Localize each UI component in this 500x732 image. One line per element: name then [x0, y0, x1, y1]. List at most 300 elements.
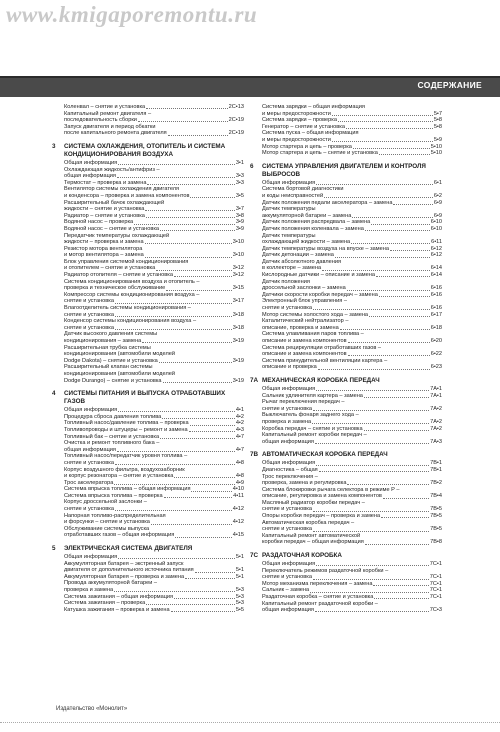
- dot-leader: [318, 368, 430, 370]
- toc-entry-text: дроссельной заслонки – замена: [262, 285, 346, 292]
- toc-entry[interactable]: [262, 594, 442, 601]
- toc-entry[interactable]: [262, 226, 442, 233]
- toc-entry-text: Резистор мотора вентилятора: [64, 245, 143, 252]
- toc-entry[interactable]: [64, 434, 244, 441]
- toc-entry-text: Опоры коробки передач – проверка и замена: [262, 513, 381, 520]
- toc-entry-text: Топливопроводы и штуцеры – ремонт и замена: [64, 426, 188, 433]
- toc-entry-text: Раздаточная коробка – снятие и установка: [262, 594, 374, 600]
- dot-leader: [379, 153, 430, 155]
- toc-entry-text: и форсунки – снятие и установка: [64, 519, 150, 526]
- section-number: 7B: [250, 451, 259, 459]
- dot-leader: [189, 430, 235, 432]
- toc-entry-text: снятие и установка: [262, 506, 312, 513]
- dot-leader: [374, 597, 428, 599]
- section-title-text: СИСТЕМА ОХЛАЖДЕНИЯ, ОТОПИТЕЛЬ И СИСТЕМА КОНДИЦИОНИРОВАНИЯ ВОЗДУХА: [64, 142, 226, 158]
- toc-page-number: 5•7: [433, 110, 442, 117]
- toc-entry[interactable]: [262, 219, 442, 226]
- toc-page-number: 7B•5: [430, 513, 442, 520]
- section-title-text: АВТОМАТИЧЕСКАЯ КОРОБКА ПЕРЕДАЧ: [262, 451, 388, 459]
- toc-page-number: 6•23: [430, 364, 442, 371]
- toc-page-number: 7A•2: [430, 405, 442, 412]
- dot-leader: [390, 249, 430, 251]
- toc-entry-text: Коленвал – снятие и установка: [64, 104, 146, 110]
- toc-page-number: 5•1: [235, 567, 244, 574]
- toc-entry[interactable]: [64, 252, 244, 259]
- toc-entry-text: жидкости – проверка и замена: [64, 239, 144, 246]
- toc-entry-text: Расширительная трубка системы: [64, 344, 151, 351]
- dot-leader: [190, 424, 235, 426]
- toc-entry-text: Очистка и ремонт топливного бака –: [64, 440, 160, 447]
- toc-page-number: 6•10: [430, 219, 442, 226]
- dot-leader: [365, 229, 430, 231]
- dot-leader: [138, 120, 228, 122]
- toc-entry-text: кондиционирования – замена: [64, 338, 142, 344]
- toc-page-number: 6•14: [430, 265, 442, 272]
- toc-page-number: 6•11: [431, 239, 442, 246]
- toc-entry[interactable]: [262, 506, 442, 513]
- toc-entry[interactable]: [64, 312, 244, 319]
- toc-entry[interactable]: [64, 506, 244, 513]
- dot-leader: [160, 437, 235, 439]
- toc-page-number: 7A•2: [430, 425, 442, 432]
- dot-leader: [163, 381, 232, 383]
- toc-entry[interactable]: [64, 180, 244, 187]
- dot-leader: [147, 183, 234, 185]
- toc-entry[interactable]: [64, 160, 244, 167]
- toc-page-number: 3•3: [235, 173, 244, 180]
- dot-leader: [313, 530, 429, 532]
- toc-entry[interactable]: [64, 117, 244, 124]
- toc-entry[interactable]: [64, 519, 244, 526]
- toc-entry-text: снятие и установка: [64, 298, 114, 305]
- toc-page-number: 7A•1: [430, 392, 442, 399]
- dot-leader: [353, 147, 430, 149]
- toc-entry-text: общая информация: [262, 607, 314, 614]
- toc-page-number: 5•8: [433, 123, 442, 130]
- toc-entry-text: Корпус воздушного фильтра, воздухозаборник: [64, 466, 185, 473]
- dot-leader: [164, 496, 233, 498]
- toc-page-number: 4•15: [232, 532, 244, 539]
- toc-entry[interactable]: [262, 419, 442, 426]
- dot-leader: [190, 196, 234, 198]
- toc-entry[interactable]: [64, 265, 244, 272]
- toc-entry-text: Переключатель режимов раздаточной коробки –: [262, 567, 389, 574]
- dot-leader: [313, 308, 430, 310]
- dot-leader: [114, 590, 235, 592]
- toc-page-number: 3•10: [232, 239, 244, 246]
- toc-entry-text: Капитальный ремонт раздаточной коробки –: [262, 600, 378, 607]
- toc-entry[interactable]: [64, 554, 244, 561]
- toc-page-number: 3•18: [232, 324, 244, 331]
- section-number: 5: [52, 545, 56, 553]
- toc-entry[interactable]: [64, 239, 244, 246]
- toc-entry-text: Автоматическая коробка передач –: [262, 519, 355, 526]
- toc-section: [250, 552, 442, 614]
- toc-entry[interactable]: [64, 594, 244, 601]
- toc-entry-text: Запуск двигателя и период обкатки: [64, 123, 156, 130]
- toc-entry-text: снятие и установка: [262, 405, 312, 412]
- toc-entry[interactable]: [262, 493, 442, 500]
- dot-leader: [115, 328, 232, 330]
- toc-section: [250, 451, 442, 546]
- toc-entry-text: Масляный радиатор коробки передач –: [262, 499, 365, 506]
- toc-page-number: 3•8: [235, 212, 244, 219]
- toc-entry[interactable]: [64, 193, 244, 200]
- toc-entry-text: Конденсор системы кондиционирования воздуха –: [64, 318, 197, 325]
- toc-entry[interactable]: [64, 173, 244, 180]
- dot-leader: [310, 591, 429, 593]
- toc-entry-text: проверка и техническое обслуживание: [64, 285, 166, 292]
- toc-entry[interactable]: [262, 111, 442, 118]
- toc-entry-text: Датчик положения: [262, 278, 310, 285]
- toc-entry-text: Процедура сброса давления топлива: [64, 413, 162, 420]
- toc-entry-text: Общая информация: [64, 159, 118, 166]
- toc-page-number: 5•3: [235, 587, 244, 593]
- toc-entry-text: проверка и замена: [64, 587, 114, 593]
- dot-leader: [319, 470, 429, 472]
- toc-entry[interactable]: [64, 567, 244, 574]
- footer-publisher: Издательство «Монолит»: [56, 706, 128, 712]
- dot-leader: [373, 584, 428, 586]
- toc-entry[interactable]: [262, 393, 442, 400]
- toc-entry[interactable]: [262, 117, 442, 124]
- dot-leader: [118, 557, 235, 559]
- toc-entry-text: и меры предосторожности: [262, 136, 331, 143]
- toc-entry-text: Сальник удлинителя картера – замена: [262, 392, 363, 399]
- toc-entry[interactable]: [262, 364, 442, 371]
- toc-entry-text: Капитальный ремонт автоматической: [262, 532, 361, 539]
- dot-leader: [145, 256, 232, 258]
- dot-leader: [174, 597, 235, 599]
- toc-page-number: 6•16: [430, 291, 442, 298]
- toc-entry[interactable]: [262, 460, 442, 467]
- toc-entry-text: и отопителем – снятие и установка: [64, 265, 156, 272]
- dot-leader: [332, 114, 433, 116]
- toc-page-number: 4•2: [235, 413, 244, 420]
- dot-leader: [316, 564, 429, 566]
- toc-entry[interactable]: [262, 252, 442, 259]
- dot-leader: [174, 275, 232, 277]
- toc-entry-text: проверка и замена: [262, 418, 312, 425]
- toc-entry[interactable]: [262, 137, 442, 144]
- toc-page-number: 5•8: [433, 117, 442, 124]
- toc-entry-text: Рычаг переключения передач –: [262, 399, 345, 406]
- toc-page-number: 7B•5: [430, 526, 442, 533]
- toc-entry-text: описание и замена компонентов: [262, 351, 347, 358]
- toc-page-number: 5•3: [235, 593, 244, 600]
- toc-entry-text: общая информация: [64, 446, 116, 453]
- toc-page-number: 3•19: [232, 377, 244, 384]
- toc-entry-text: Общая информация: [262, 460, 316, 467]
- toc-entry[interactable]: [64, 600, 244, 607]
- toc-entry-text: Система зажигания – проверка: [64, 600, 146, 607]
- dot-leader: [312, 422, 429, 424]
- dot-leader: [115, 509, 232, 511]
- toc-entry[interactable]: [64, 587, 244, 594]
- toc-section: [250, 376, 442, 445]
- toc-column-left: [52, 104, 244, 619]
- dot-leader: [175, 536, 231, 538]
- toc-page-number: 4•1: [235, 407, 244, 414]
- toc-entry-text: Система зарядки – общая информация: [262, 104, 365, 110]
- toc-entry[interactable]: [64, 226, 244, 233]
- toc-page-number: 3•9: [235, 219, 244, 226]
- toc-entry[interactable]: [262, 246, 442, 253]
- toc-page-number: 3•12: [232, 272, 244, 279]
- section-number: 4: [52, 390, 56, 398]
- toc-section: [52, 142, 244, 384]
- toc-entry[interactable]: [64, 338, 244, 345]
- dot-leader: [322, 269, 430, 271]
- toc-page-number: 7B•4: [430, 493, 442, 500]
- toc-entry[interactable]: [262, 581, 442, 588]
- toc-entry[interactable]: [64, 486, 244, 493]
- dot-leader: [348, 354, 430, 356]
- toc-page-number: 3•17: [232, 298, 244, 305]
- toc-entry[interactable]: [262, 325, 442, 332]
- toc-entry[interactable]: [262, 193, 442, 200]
- toc-entry[interactable]: [262, 338, 442, 345]
- dot-leader: [195, 571, 235, 573]
- toc-entry[interactable]: [262, 467, 442, 474]
- toc-entry-text: Общая информация: [64, 554, 118, 561]
- toc-entry[interactable]: [262, 539, 442, 546]
- dot-leader: [332, 140, 433, 142]
- dot-leader: [316, 464, 429, 466]
- toc-section: [52, 545, 244, 613]
- dot-leader: [151, 523, 232, 525]
- dot-leader: [114, 483, 234, 485]
- toc-entry[interactable]: [64, 427, 244, 434]
- dot-leader: [381, 516, 429, 518]
- toc-entry-text: Система впрыска топлива – общая информация: [64, 486, 191, 493]
- toc-entry-text: Электронный блок управления –: [262, 298, 347, 305]
- toc-page-number: 4•12: [232, 519, 244, 526]
- toc-entry-text: Система улавливания паров топлива –: [262, 331, 364, 338]
- toc-page-number: 6•17: [430, 311, 442, 318]
- toc-entry-text: Общая информация: [262, 561, 316, 568]
- toc-entry[interactable]: [64, 130, 244, 137]
- toc-page-number: 4•12: [232, 506, 244, 513]
- toc-entry-text: Dodge Dakota) – снятие и установка: [64, 357, 158, 364]
- toc-entry-text: снятие и установка: [64, 324, 114, 331]
- dot-leader: [340, 328, 430, 330]
- toc-page-number: 5•10: [430, 150, 442, 157]
- toc-page-number: 3•19: [232, 357, 244, 364]
- toc-entry-text: Влагоотделитель системы кондиционирования –: [64, 305, 191, 312]
- toc-entry[interactable]: [64, 378, 244, 385]
- toc-entry[interactable]: [262, 561, 442, 568]
- toc-entry-text: Топливный насос/передатчик уровня топлива –: [64, 453, 188, 460]
- section-title: [250, 552, 442, 560]
- toc-page-number: 7A•3: [430, 438, 442, 445]
- toc-entry-text: снятие и установка: [64, 311, 114, 318]
- toc-entry-text: и мотор вентилятора – замена: [64, 252, 144, 259]
- toc-page-number: 7B•2: [430, 480, 442, 487]
- toc-page-number: 4•11: [233, 492, 244, 499]
- toc-entry-text: снятие и установка: [262, 526, 312, 533]
- toc-entry[interactable]: [64, 473, 244, 480]
- toc-entry-text: снятие и установка: [64, 506, 114, 513]
- toc-entry[interactable]: [262, 587, 442, 594]
- toc-entry-text: Датчик положения коленвала – замена: [262, 225, 364, 232]
- toc-entry-text: Система пуска – общая информация: [262, 130, 359, 137]
- dot-leader: [379, 295, 430, 297]
- toc-entry-text: Мотор стартера и цепь – снятие и установка: [262, 150, 378, 157]
- toc-entry[interactable]: [64, 272, 244, 279]
- toc-entry-text: кондиционирования (автомобили моделей: [64, 351, 175, 358]
- toc-page-number: 6•9: [433, 199, 442, 206]
- dot-leader: [117, 450, 235, 452]
- toc-page-number: 3•10: [232, 252, 244, 259]
- dot-leader: [347, 483, 429, 485]
- toc-entry[interactable]: [64, 532, 244, 539]
- toc-page-number: 3•1: [235, 159, 244, 166]
- dot-leader: [146, 603, 235, 605]
- toc-page-number: 3•5: [235, 192, 244, 199]
- toc-entry-text: Датчик абсолютного давления: [262, 258, 341, 265]
- dot-leader: [118, 163, 235, 165]
- toc-entry[interactable]: [262, 513, 442, 520]
- toc-entry-text: Система бортовой диагностики: [262, 186, 344, 193]
- toc-entry-text: Общая информация: [262, 179, 316, 186]
- toc-page-number: 3•15: [232, 285, 244, 292]
- toc-page-number: 3•12: [232, 265, 244, 272]
- dot-leader: [145, 242, 232, 244]
- toc-page-number: 6•10: [430, 225, 442, 232]
- toc-entry-text: Датчик высокого давления системы: [64, 331, 158, 338]
- bottom-divider: [0, 722, 500, 726]
- toc-page-number: 6•16: [430, 305, 442, 312]
- section-title-text: МЕХАНИЧЕСКАЯ КОРОБКА ПЕРЕДАЧ: [262, 376, 380, 384]
- toc-entry[interactable]: [64, 480, 244, 487]
- header-band: [0, 76, 500, 97]
- section-number: 7A: [250, 376, 259, 384]
- toc-entry-text: Вентилятор системы охлаждения двигателя: [64, 186, 180, 193]
- toc-entry-text: Генератор – снятие и установка: [262, 123, 345, 130]
- toc-entry-text: Напорная топливо-распределительная: [64, 512, 166, 519]
- site-watermark: www.kmigaporemontu.ru: [6, 2, 258, 27]
- toc-page-number: 4•8: [235, 473, 244, 480]
- toc-entry-text: Датчик детонации – замена: [262, 252, 334, 259]
- toc-entry[interactable]: [262, 272, 442, 279]
- toc-entry[interactable]: [262, 124, 442, 131]
- dot-leader: [160, 229, 235, 231]
- toc-page-number: 5•3: [235, 600, 244, 607]
- section-title-text: СИСТЕМЫ ПИТАНИЯ И ВЫПУСКА ОТРАБОТАВШИХ ГАЗОВ: [64, 390, 226, 406]
- toc-entry-text: Датчик температуры: [262, 232, 316, 239]
- toc-entry[interactable]: [64, 298, 244, 305]
- toc-entry[interactable]: [262, 285, 442, 292]
- dot-leader: [365, 543, 429, 545]
- toc-entry[interactable]: [262, 305, 442, 312]
- dot-leader: [316, 183, 433, 185]
- toc-entry[interactable]: [262, 200, 442, 207]
- toc-entry-text: Мотор механизма переключения – замена: [262, 580, 373, 587]
- toc-entry[interactable]: [262, 144, 442, 151]
- toc-entry[interactable]: [262, 150, 442, 157]
- dot-leader: [313, 578, 429, 580]
- toc-entry-text: Общая информация: [64, 407, 118, 414]
- dot-leader: [146, 216, 235, 218]
- toc-page-number: 7C•1: [429, 580, 442, 587]
- toc-page-number: 4•8: [235, 459, 244, 466]
- dot-leader: [142, 341, 231, 343]
- toc-page-number: 6•9: [433, 212, 442, 219]
- toc-entry[interactable]: [64, 285, 244, 292]
- toc-entry[interactable]: [64, 206, 244, 213]
- toc-entry[interactable]: [262, 406, 442, 413]
- toc-entry-text: Аккумуляторная батарея – проверка и замена: [64, 573, 185, 580]
- toc-entry[interactable]: [64, 407, 244, 414]
- dot-leader: [171, 610, 235, 612]
- toc-entry-text: Термостат – проверка и замена: [64, 179, 147, 186]
- toc-entry[interactable]: [64, 219, 244, 226]
- toc-entry[interactable]: [64, 607, 244, 614]
- toc-page-number: 7C•1: [429, 574, 442, 581]
- toc-entry[interactable]: [262, 607, 442, 614]
- toc-entry-text: описание и замена компонентов: [262, 338, 347, 344]
- toc-page-number: 6•2: [433, 192, 442, 199]
- toc-entry[interactable]: [262, 386, 442, 393]
- toc-page-number: 6•12: [430, 252, 442, 259]
- section-title: [250, 451, 442, 459]
- toc-entry-text: Топливный бак – снятие и установка: [64, 433, 160, 440]
- toc-entry[interactable]: [64, 325, 244, 332]
- toc-entry[interactable]: [262, 574, 442, 581]
- dot-leader: [115, 463, 235, 465]
- section-title-text: РАЗДАТОЧНАЯ КОРОБКА: [262, 552, 342, 560]
- toc-page-number: 6•18: [430, 324, 442, 331]
- toc-page-number: 7C•1: [429, 594, 442, 600]
- toc-entry[interactable]: [262, 439, 442, 446]
- toc-entry-text: Блок управления системой кондиционирования: [64, 258, 189, 265]
- toc-entry[interactable]: [262, 239, 442, 246]
- toc-section: [262, 104, 442, 157]
- toc-entry[interactable]: [262, 480, 442, 487]
- toc-page-number: 4•10: [232, 486, 244, 493]
- toc-page-number: 4•7: [235, 446, 244, 453]
- toc-entry[interactable]: [64, 460, 244, 467]
- toc-entry-text: описание, регулировка и замена компонентов: [262, 493, 382, 500]
- toc-entry-text: и коды неисправностей: [262, 192, 324, 199]
- toc-entry-text: Обслуживание системы выпуска: [64, 525, 150, 532]
- toc-entry-text: Мотор стартера и цепь – проверка: [262, 143, 352, 150]
- toc-page-number: 7B•8: [430, 539, 442, 546]
- section-title: [52, 545, 244, 553]
- toc-entry[interactable]: [262, 351, 442, 358]
- toc-entry-text: Каталитический нейтрализатор –: [262, 318, 349, 325]
- dot-leader: [316, 389, 429, 391]
- dot-leader: [118, 410, 235, 412]
- toc-entry[interactable]: [262, 213, 442, 220]
- toc-entry-text: Охлаждающая жидкость/антифриз –: [64, 166, 160, 173]
- dot-leader: [346, 127, 433, 129]
- toc-page-number: 7B•5: [430, 506, 442, 513]
- toc-entry[interactable]: [64, 420, 244, 427]
- toc-entry-text: двигателя от дополнительного источника питания: [64, 567, 194, 574]
- toc-entry[interactable]: [262, 526, 442, 533]
- toc-entry-text: Система кондиционирования воздуха и отопитель –: [64, 278, 200, 285]
- toc-entry-text: общая информация: [262, 438, 314, 445]
- toc-entry-text: Водяной насос – проверка: [64, 219, 134, 226]
- dot-leader: [315, 442, 429, 444]
- section-title: [250, 162, 442, 179]
- toc-page-number: 4•3: [235, 426, 244, 433]
- toc-entry[interactable]: [64, 104, 244, 111]
- dot-leader: [166, 289, 231, 291]
- toc-entry[interactable]: [262, 265, 442, 272]
